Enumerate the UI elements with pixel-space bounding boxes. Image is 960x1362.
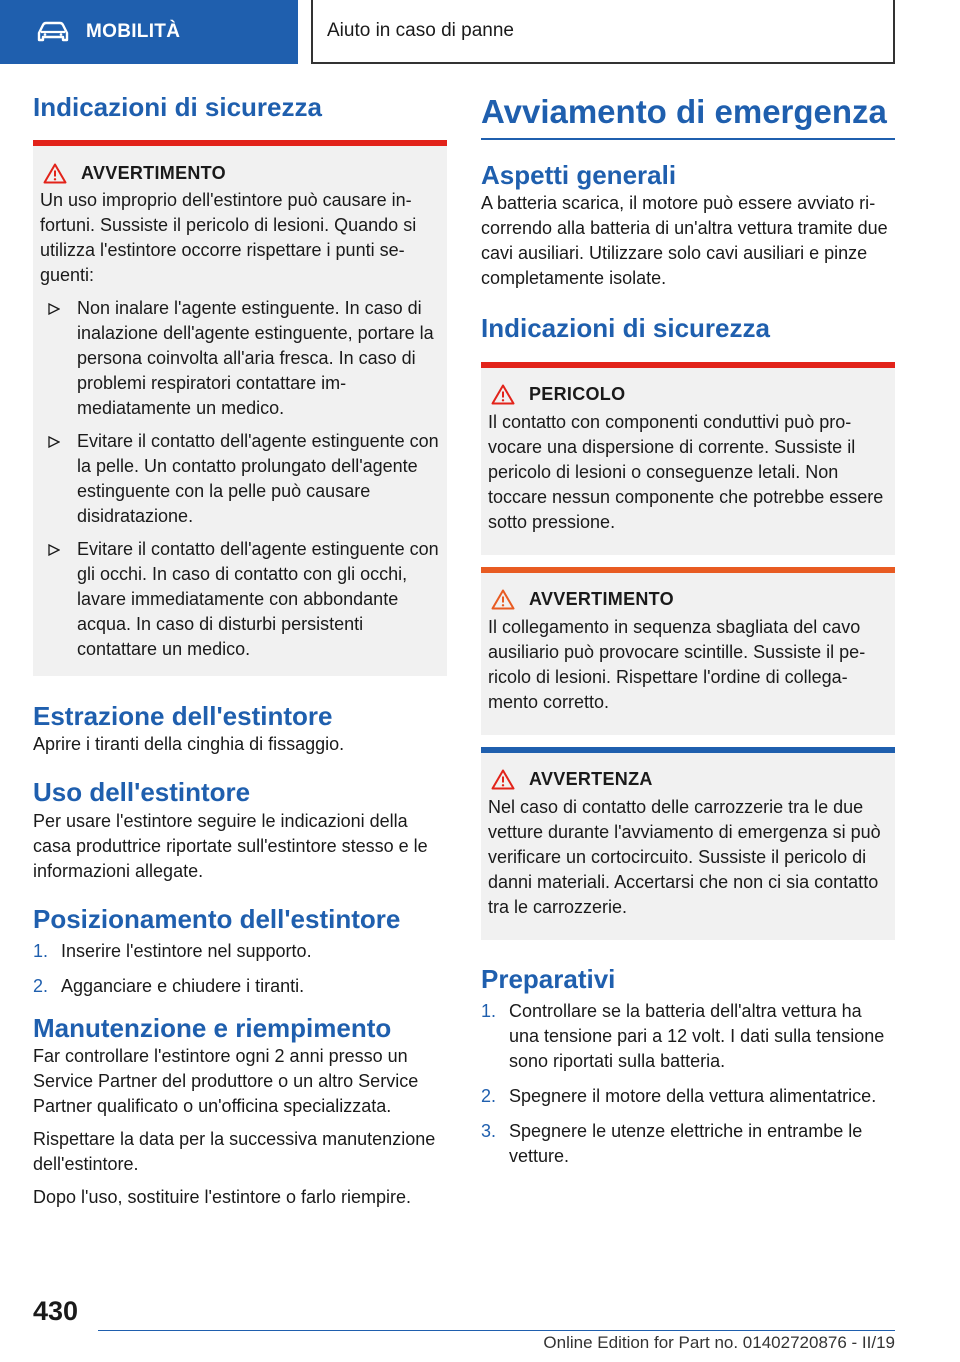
- list-item: 1. Controllare se la batteria dell'altra vettura ha una tensione pari a 12 volt. I dati sulla tensione sono riportati sulla batteria.: [481, 1001, 885, 1072]
- general-heading: Aspetti generali: [481, 159, 677, 190]
- warning-box-right-label: AVVERTIMENTO: [529, 589, 674, 610]
- triangle-bullet-icon: [48, 436, 60, 448]
- notice-box-label: AVVERTENZA: [529, 769, 653, 790]
- notice-box-text: Nel caso di contatto delle carrozzerie tra le due vetture durante l'avviamento di emergenza si può verificare un cortocircuito. Sussiste il pericolo di danni materiali. Accertarsi che non ci sia contatto tra le carrozzerie.: [488, 796, 881, 917]
- chapter-header: [311, 0, 895, 64]
- danger-box-label: PERICOLO: [529, 384, 626, 405]
- use-heading: Uso dell'estintore: [33, 777, 251, 808]
- section-label: MOBILITÀ: [86, 21, 181, 42]
- positioning-heading: Posizionamento dell'estintore: [33, 903, 401, 934]
- list-item: Evitare il contatto dell'agente estinguente con gli occhi. In caso di contatto con gli occhi, lavare immediatamente con abbondante acqua. In caso di disturbi persistenti contattare un medico.: [40, 537, 440, 662]
- maintenance-heading: Manutenzione e riempimento: [33, 1012, 392, 1043]
- edition-footer: Online Edition for Part no. 01402720876 - II/19: [543, 1333, 895, 1352]
- list-item: 1. Inserire l'estintore nel supporto.: [33, 940, 312, 961]
- warning-triangle-icon: [491, 384, 515, 405]
- use-text: Per usare l'estintore seguire le indicazioni della casa produttrice riportate sull'estintore stesso e le informazioni allegate.: [33, 810, 428, 881]
- prep-steps: [481, 999, 895, 1169]
- warning-bullets: [40, 296, 440, 662]
- danger-box-text: Il contatto con componenti conduttivi può provocare una dispersione di corrente. Sussiste il pericolo di lesioni o conseguenze letali. Non toccare nessun componente che potrebbe essere sotto pressione.: [488, 411, 884, 532]
- warning-box-right: [481, 567, 895, 735]
- notice-box: [481, 747, 895, 940]
- danger-box-title: [491, 382, 888, 408]
- extraction-text: Aprire i tiranti della cinghia di fissaggio.: [33, 734, 345, 755]
- main-heading: Avviamento di emergenza: [481, 92, 895, 140]
- positioning-steps: [33, 939, 447, 999]
- chapter-title: Aiuto in caso di panne: [327, 20, 514, 41]
- warning-box-label: AVVERTIMENTO: [81, 162, 226, 183]
- list-item: 3. Spegnere le utenze elettriche in entrambe le vetture.: [481, 1121, 863, 1167]
- list-item: Evitare il contatto dell'agente estinguente con la pelle. Un contatto prolungato dell'agente estinguente con la pelle può causare disidratazione.: [40, 429, 440, 529]
- footer-divider: [98, 1330, 895, 1331]
- right-column: [481, 92, 895, 1179]
- safety-heading: Indicazioni di sicurezza: [33, 92, 322, 122]
- warning-box-text: Un uso improprio dell'estintore può causare infortuni. Sussiste il pericolo di lesioni. Quando si utilizza l'estintore occorre rispettare i punti seguenti:: [40, 190, 417, 286]
- warning-triangle-icon: [491, 769, 515, 790]
- warning-triangle-icon: [43, 163, 67, 184]
- safety-heading-right: Indicazioni di sicurezza: [481, 312, 770, 343]
- maintenance-para: Dopo l'uso, sostituire l'estintore o farlo riempire.: [33, 1186, 412, 1207]
- warning-triangle-icon: [491, 589, 515, 610]
- section-header: [0, 0, 298, 64]
- warning-box-right-text: Il collegamento in sequenza sbagliata del cavo ausiliario può provocare scintille. Sussiste il pericolo di lesioni. Rispettare l'ordine di collegamento corretto.: [488, 616, 866, 712]
- extraction-heading: Estrazione dell'estintore: [33, 701, 333, 732]
- triangle-bullet-icon: [48, 303, 60, 315]
- general-text: A batteria scarica, il motore può essere avviato ricorrendo alla batteria di un'altra vettura tramite due cavi ausiliari. Utilizzare solo cavi ausiliari e pinze completamente isolate.: [481, 192, 888, 288]
- triangle-bullet-icon: [48, 544, 60, 556]
- left-column: [33, 92, 447, 1210]
- list-item: Non inalare l'agente estinguente. In caso di inalazione dell'agente estinguente, portare la persona coinvolta all'aria fresca. In caso di problemi respiratori contattare immediatamente un medico.: [40, 296, 440, 421]
- danger-box: [481, 362, 895, 555]
- warning-box: [33, 140, 447, 676]
- warning-box-right-title: [491, 587, 888, 613]
- maintenance-para: Far controllare l'estintore ogni 2 anni presso un Service Partner del produttore o un altro Service Partner qualificato o un'officina specializzata.: [33, 1045, 419, 1116]
- list-item: 2. Agganciare e chiudere i tiranti.: [33, 975, 305, 996]
- notice-box-title: [491, 767, 888, 793]
- warning-box-title: [43, 160, 440, 186]
- page-number: 430: [33, 1296, 79, 1326]
- maintenance-para: Rispettare la data per la successiva manutenzione dell'estintore.: [33, 1128, 436, 1174]
- car-icon: [36, 21, 70, 43]
- prep-heading: Preparativi: [481, 963, 616, 994]
- list-item: 2. Spegnere il motore della vettura alimentatrice.: [481, 1086, 877, 1107]
